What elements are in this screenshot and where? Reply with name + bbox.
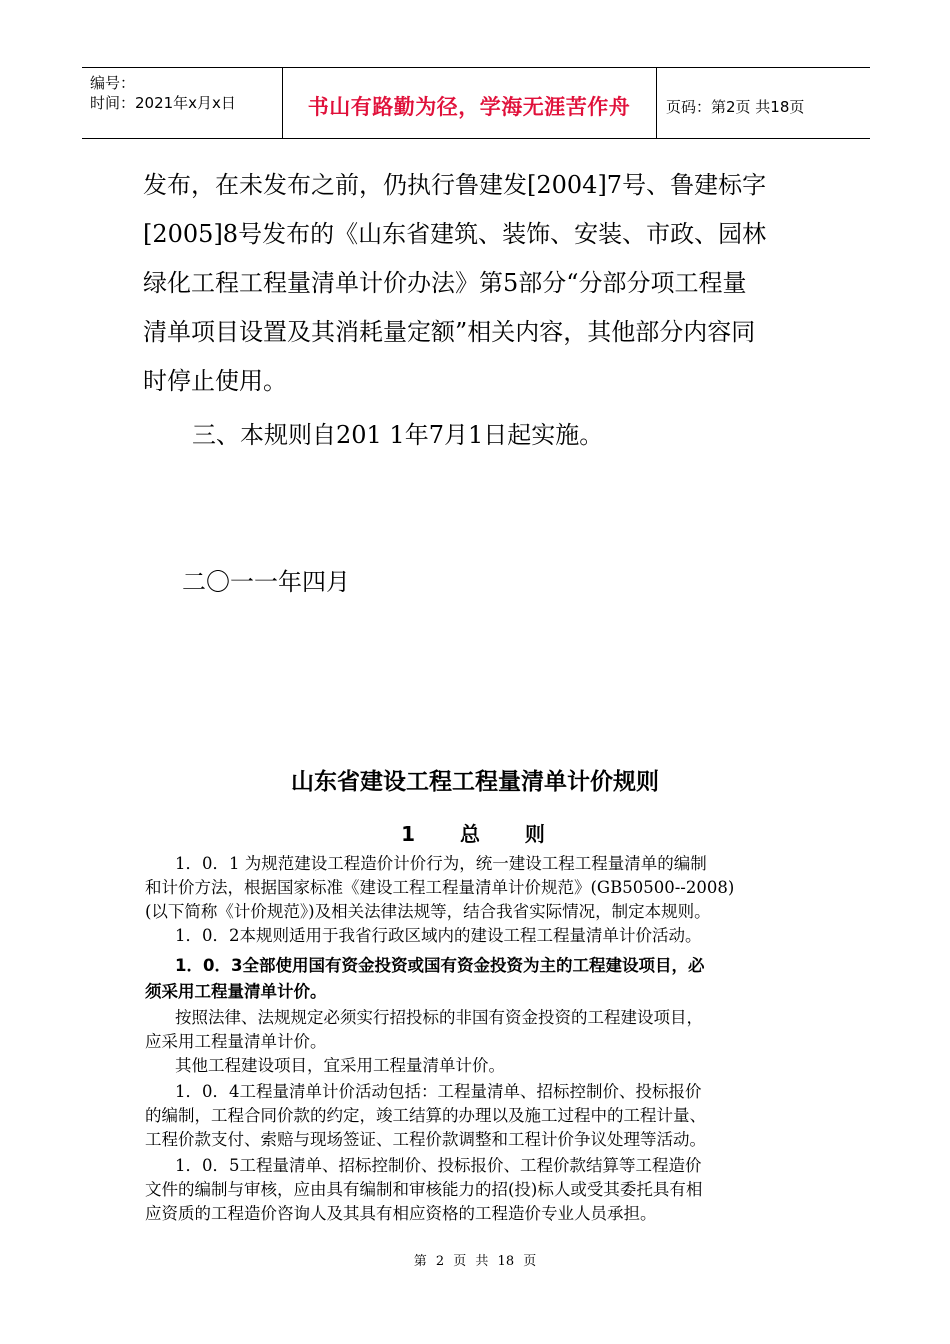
paragraph-line: 其他工程建设项目，宜采用工程量清单计价。 (175, 1056, 505, 1075)
number-label: 编号： (90, 74, 136, 92)
paragraph-line: 1．0．5工程量清单、招标控制价、投标报价、工程价款结算等工程造价 (175, 1156, 702, 1175)
paragraph-line-bold: 1．0．3全部使用国有资金投资或国有资金投资为主的工程建设项目，必 (175, 956, 705, 975)
header-motto-cell (282, 68, 657, 138)
paragraph-line: 工程价款支付、索赔与现场签证、工程价款调整和工程计价争议处理等活动。 (145, 1130, 706, 1149)
page-info: 页码：第2页 共18页 (666, 97, 805, 116)
paragraph-line: 应采用工程量清单计价。 (145, 1032, 327, 1051)
paragraph-line: 和计价方法，根据国家标准《建设工程工程量清单计价规范》(GB50500--2008) (145, 878, 735, 897)
document-title: 山东省建设工程工程量清单计价规则 (291, 769, 659, 795)
body-line: 三、本规则自201 1年7月1日起实施。 (192, 421, 604, 449)
page-footer: 第 2 页 共 18 页 (413, 1254, 537, 1269)
body-line: 绿化工程工程量清单计价办法》第5部分“分部分项工程量 (143, 269, 747, 297)
body-line: 清单项目设置及其消耗量定额”相关内容，其他部分内容同 (143, 318, 756, 346)
header-meta-cell (82, 68, 283, 138)
paragraph-line: 按照法律、法规规定必须实行招投标的非国有资金投资的工程建设项目， (175, 1008, 703, 1027)
paragraph-line: 1．0．1 为规范建设工程造价计价行为，统一建设工程工程量清单的编制 (175, 854, 707, 873)
paragraph-line: 应资质的工程造价咨询人及其具有相应资格的工程造价专业人员承担。 (145, 1204, 657, 1223)
paragraph-line: (以下简称《计价规范》)及相关法律法规等，结合我省实际情况，制定本规则。 (145, 902, 711, 921)
header-page-cell (656, 68, 870, 138)
motto-text: 书山有路勤为径，学海无涯苦作舟 (307, 95, 631, 119)
page-header (82, 67, 870, 139)
paragraph-line-bold: 须采用工程量清单计价。 (145, 982, 327, 1001)
body-line: [2005]8号发布的《山东省建筑、装饰、安装、市政、园林 (143, 220, 767, 248)
paragraph-line: 1．0．4工程量清单计价活动包括：工程量清单、招标控制价、投标报价 (175, 1082, 702, 1101)
section-heading: 1 总 则 (401, 822, 549, 846)
date-line: 二〇一一年四月 (182, 568, 350, 596)
paragraph-line: 的编制，工程合同价款的约定，竣工结算的办理以及施工过程中的工程计量、 (145, 1106, 706, 1125)
time-label: 时间：2021年x月x日 (90, 94, 236, 112)
body-line: 时停止使用。 (143, 367, 287, 395)
paragraph-line: 文件的编制与审核，应由具有编制和审核能力的招(投)标人或受其委托具有相 (145, 1180, 703, 1199)
paragraph-line: 1．0．2本规则适用于我省行政区域内的建设工程工程量清单计价活动。 (175, 926, 702, 945)
body-line: 发布，在未发布之前，仍执行鲁建发[2004]7号、鲁建标字 (143, 171, 767, 199)
